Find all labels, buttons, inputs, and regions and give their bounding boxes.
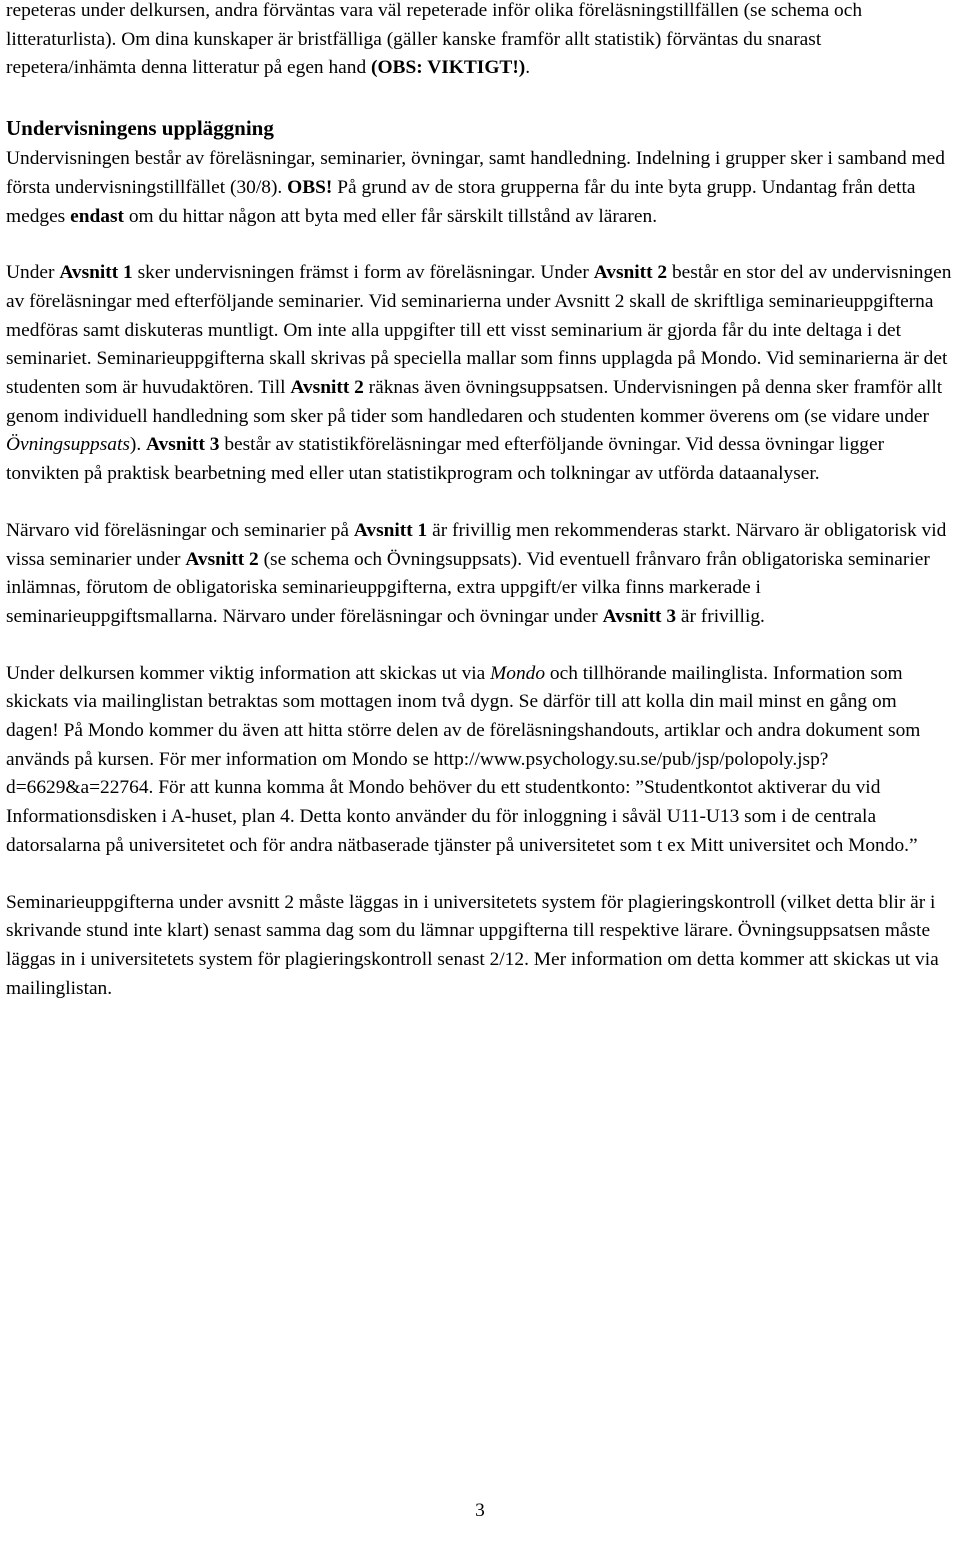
intro-text: repeteras under delkursen, andra förväntas vara väl repeterade inför olika föreläsningstillfällen (se schema och litteraturlista). Om dina kunskaper är bristfälliga (gäller kanske framför allt statistik) förväntas du snarast repetera/inhämta denna litteratur på egen hand	[6, 0, 863, 79]
attendance-text-2: är frivillig men rekommenderas starkt. Närvaro är obligatorisk vid vissa seminarier under	[6, 519, 947, 570]
sections-paragraph	[6, 259, 954, 489]
sections-text-3: består en stor del av undervisningen av föreläsningar med efterföljande seminarier. Vid seminarierna under Avsnitt 2 skall de skriftliga seminarieuppgifterna medföras samt diskuteras muntligt. Om inte alla uppgifter till ett visst seminarium är gjorda får du inte deltaga i det seminariet. Seminarieuppgifterna skall skrivas på speciella mallar som finns upplagda på Mondo. Vid seminarierna är det studenten som är huvudaktören. Till	[6, 262, 952, 399]
avsnitt-3-label: Avsnitt 3	[146, 434, 220, 456]
attendance-text-1: Närvaro vid föreläsningar och seminarier på	[6, 519, 354, 541]
structure-text-3: om du hittar någon att byta med eller får särskilt tillstånd av läraren.	[123, 205, 658, 227]
ovningsuppsats-ref: Övningsuppsats	[6, 434, 130, 456]
document-page	[6, 0, 954, 1003]
intro-paragraph	[6, 0, 954, 83]
avsnitt-2-label: Avsnitt 2	[593, 262, 668, 284]
attendance-text-4: är frivillig.	[676, 605, 765, 627]
page-number: 3	[475, 1500, 485, 1521]
structure-obs: OBS!	[287, 176, 333, 198]
structure-text-2: På grund av de stora grupperna får du inte byta grupp. Undantag från detta medges	[6, 176, 916, 227]
attendance-avsnitt-3: Avsnitt 3	[602, 605, 677, 627]
avsnitt-2-label-b: Avsnitt 2	[290, 377, 364, 399]
attendance-avsnitt-1: Avsnitt 1	[353, 519, 428, 541]
attendance-paragraph	[6, 517, 954, 632]
sections-text-6: består av statistikföreläsningar med efterföljande övningar. Vid dessa övningar ligger tonvikten på praktisk bearbetning med eller utan statistikprogram och tolkningar av utförda dataanalyser.	[6, 434, 885, 485]
structure-text-1: Undervisningen består av föreläsningar, seminarier, övningar, samt handledning. Indelning i grupper sker i samband med första undervisningstillfället (30/8).	[6, 148, 945, 198]
mondo-paragraph	[6, 660, 954, 861]
sections-text-5: ).	[129, 434, 147, 456]
attendance-text-3: (se schema och Övningsuppsats). Vid eventuell frånvaro från obligatoriska seminarier inlämnas, förutom de obligatoriska seminarieuppgifterna, extra uppgift/er vilka finns markerade i seminarieuppgiftsmallarna. Närvaro under föreläsningar och övningar under	[6, 548, 930, 627]
mondo-text-1: Under delkursen kommer viktig information att skickas ut via	[6, 662, 491, 684]
important-notice: (OBS: VIKTIGT!)	[371, 57, 526, 79]
avsnitt-1-label: Avsnitt 1	[59, 262, 133, 284]
attendance-avsnitt-2: Avsnitt 2	[185, 548, 259, 570]
structure-endast: endast	[70, 205, 124, 227]
plagiarism-paragraph: Seminarieuppgifterna under avsnitt 2 måste läggas in i universitetets system för plagieringskontroll (vilket detta blir är i skrivande stund inte klart) senast samma dag som du lämnar uppgifterna till respektive lärare. Övningsuppsatsen måste läggas in i universitetets system för plagieringskontroll senast 2/12. Mer information om detta kommer att skickas ut via mailinglistan.	[6, 891, 939, 999]
mondo-name: Mondo	[490, 662, 546, 684]
teaching-structure-paragraph	[6, 145, 954, 231]
section-heading: Undervisningens uppläggning	[6, 116, 274, 141]
sections-text-1: Under	[6, 262, 60, 284]
intro-end: .	[525, 57, 531, 79]
mondo-text-2: och tillhörande mailinglista. Information som skickats via mailinglistan betraktas som mottagen inom två dygn. Se därför till att kolla din mail minst en gång om dagen! På Mondo kommer du även att hitta större delen av de föreläsningshandouts, artiklar och andra dokument som används på kursen. För mer information om Mondo se http://www.psychology.su.se/pub/jsp/polopoly.jsp?d=6629&a=22764. För att kunna komma åt Mondo behöver du ett studentkonto: ”Studentkontot aktiverar du vid Informationsdisken i A-huset, plan 4. Detta konto använder du för inloggning i såväl U11-U13 som i de centrala datorsalarna på universitetet och för andra nätbaserade tjänster på universitetet som t ex Mitt universitet och Mondo.”	[6, 662, 921, 856]
sections-text-4: räknas även övningsuppsatsen. Undervisningen på denna sker framför allt genom individuell handledning som sker på tider som handledaren och studenten kommer överens om (se vidare under	[6, 377, 943, 427]
sections-text-2: sker undervisningen främst i form av föreläsningar. Under	[132, 262, 594, 284]
